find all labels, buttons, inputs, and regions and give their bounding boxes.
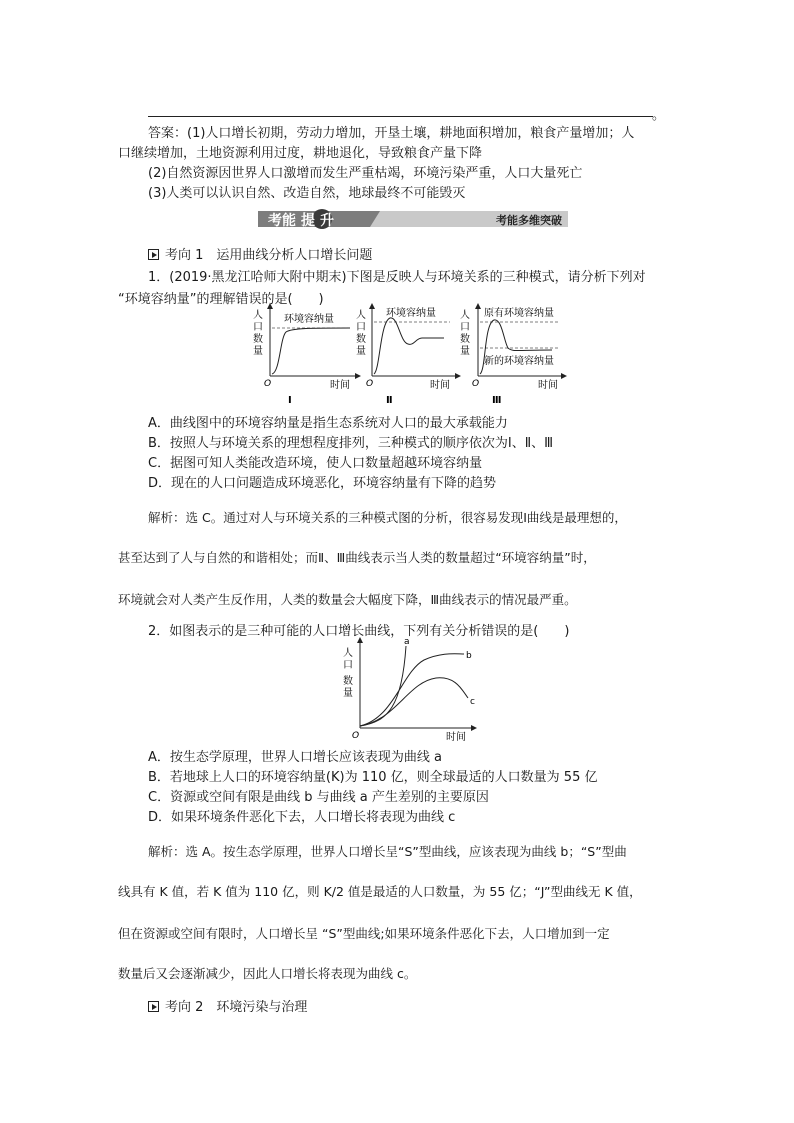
panel-1-xlabel: 时间	[330, 380, 350, 391]
panel-2-ylabel-2: 口	[356, 322, 366, 333]
q2-analysis-line-3: 但在资源或空间有限时，人口增长呈 “S”型曲线;如果环境条件恶化下去，人口增加到一定	[118, 926, 610, 941]
panel-1-capacity-label: 环境容纳量	[284, 314, 334, 325]
panel-3-roman: Ⅲ	[492, 395, 502, 406]
figure-2	[338, 636, 478, 742]
q1-stem-line-1: 1．(2019·黑龙江哈师大附中期末)下图是反映人与环境关系的三种模式，请分析下列对	[148, 270, 646, 285]
fig2-ylabel-3: 数	[343, 676, 353, 687]
panel-2-ylabel-4: 量	[356, 346, 366, 357]
panel-1-ylabel-3: 数	[253, 334, 263, 345]
fig2-xlabel: 时间	[446, 732, 466, 742]
fig2-ylabel-4: 量	[343, 688, 353, 699]
panel-3-ylabel-1: 人	[460, 310, 470, 321]
panel-3-origin: O	[472, 379, 480, 389]
panel-2-ylabel	[356, 308, 366, 357]
panel-1-ylabel-1: 人	[253, 310, 263, 321]
q2-option-c: C．资源或空间有限是曲线 b 与曲线 a 产生差别的主要原因	[148, 790, 489, 805]
curve-b-label: b	[466, 651, 472, 661]
play-arrow-icon	[148, 249, 159, 260]
panel-1-roman: Ⅰ	[288, 395, 292, 406]
section-1-heading	[148, 244, 372, 263]
figure-2-svg	[338, 636, 478, 742]
end-mark: 。	[652, 108, 666, 123]
fig2-ylabel-1: 人	[343, 648, 353, 659]
fig2-ylabel-2: 口	[343, 660, 353, 671]
q2-analysis-line-1: 解析：选 A。按生态学原理，世界人口增长呈“S”型曲线，应该表现为曲线 b；“S”型曲	[148, 844, 627, 859]
section-2-heading	[148, 996, 307, 1015]
panel-2-ylabel-3: 数	[356, 334, 366, 345]
q2-analysis-line-4: 数量后又会逐渐减少，因此人口增长将表现为曲线 c。	[118, 966, 417, 981]
answer-line-4: (3)人类可以认识自然、改造自然，地球最终不可能毁灭	[148, 186, 466, 201]
q1-option-c: C．据图可知人类能改造环境，使人口数量超越环境容纳量	[148, 456, 483, 471]
banner-left-text-2: 升	[320, 213, 334, 229]
panel-3-ylabel-3: 数	[460, 334, 470, 345]
panel-2-origin: O	[366, 379, 374, 389]
q1-analysis-line-2: 甚至达到了人与自然的和谐相处；而Ⅱ、Ⅲ曲线表示当人类的数量超过“环境容纳量”时，	[118, 550, 596, 565]
q2-option-d: D．如果环境条件恶化下去，人口增长将表现为曲线 c	[148, 810, 456, 825]
answer-blank-line	[148, 116, 653, 117]
q1-analysis-line-1: 解析：选 C。通过对人与环境关系的三种模式图的分析，很容易发现Ⅰ曲线是最理想的，	[148, 510, 627, 525]
panel-1	[253, 306, 358, 406]
q1-analysis-line-3: 环境就会对人类产生反作用，人类的数量会大幅度下降，Ⅲ曲线表示的情况最严重。	[118, 592, 577, 607]
q2-stem: 2．如图表示的是三种可能的人口增长曲线，下列有关分析错误的是( )	[148, 624, 570, 639]
curve-a	[360, 646, 406, 726]
curve-a-label: a	[404, 637, 410, 647]
answer-line-1: 答案：(1)人口增长初期，劳动力增加，开垦土壤，耕地面积增加，粮食产量增加；人	[148, 126, 635, 141]
panel-2-capacity-label: 环境容纳量	[386, 308, 436, 319]
q1-option-b: B．按照人与环境关系的理想程度排列，三种模式的顺序依次为Ⅰ、Ⅱ、Ⅲ	[148, 436, 554, 451]
panel-3-xlabel: 时间	[538, 380, 558, 391]
panel-3-new-capacity-label: 新的环境容纳量	[484, 356, 554, 367]
q2-analysis-line-2: 线具有 K 值，若 K 值为 110 亿，则 K/2 值是最适的人口数量，为 55 亿；“J”型曲线无 K 值，	[118, 884, 642, 899]
q2-option-a: A．按生态学原理，世界人口增长应该表现为曲线 a	[148, 750, 442, 765]
figure-1-svg	[252, 302, 572, 406]
q1-stem-line-2: “环境容纳量”的理解错误的是( )	[118, 292, 324, 307]
curve-c-label: c	[470, 697, 475, 707]
panel-1-ylabel-4: 量	[253, 346, 263, 357]
panel-2	[366, 306, 458, 406]
panel-1-ylabel-2: 口	[253, 322, 263, 333]
banner-highlight: 提	[301, 213, 315, 229]
panel-3-ylabel-2: 口	[460, 322, 470, 333]
banner-left-text: 考能	[268, 213, 296, 229]
panel-1-origin: O	[264, 379, 272, 389]
figure-1	[252, 302, 572, 406]
panel-3-ylabel-4: 量	[460, 346, 470, 357]
q1-option-a: A．曲线图中的环境容纳量是指生态系统对人口的最大承载能力	[148, 416, 508, 431]
q1-option-d: D．现在的人口问题造成环境恶化，环境容纳量有下降的趋势	[148, 476, 497, 491]
panel-3-capacity-label: 原有环境容纳量	[484, 308, 554, 319]
curve-b	[360, 654, 464, 726]
play-arrow-icon	[148, 1001, 159, 1012]
fig2-origin: O	[352, 731, 360, 741]
panel-2-roman: Ⅱ	[386, 395, 393, 406]
section-2-label: 考向 2 环境污染与治理	[165, 1000, 308, 1015]
answer-line-2: 口继续增加，土地资源利用过度，耕地退化，导致粮食产量下降	[118, 146, 483, 161]
q2-option-b: B．若地球上人口的环境容纳量(K)为 110 亿，则全球最适的人口数量为 55 亿	[148, 770, 598, 785]
section-1-label: 考向 1 运用曲线分析人口增长问题	[165, 248, 373, 263]
panel-3	[460, 306, 564, 406]
section-banner	[258, 208, 568, 230]
answer-line-3: (2)自然资源因世界人口激增而发生严重枯竭，环境污染严重，人口大量死亡	[148, 166, 583, 181]
panel-2-xlabel: 时间	[430, 380, 450, 391]
banner-right-text: 考能多维突破	[496, 214, 562, 227]
panel-2-ylabel-1: 人	[356, 310, 366, 321]
